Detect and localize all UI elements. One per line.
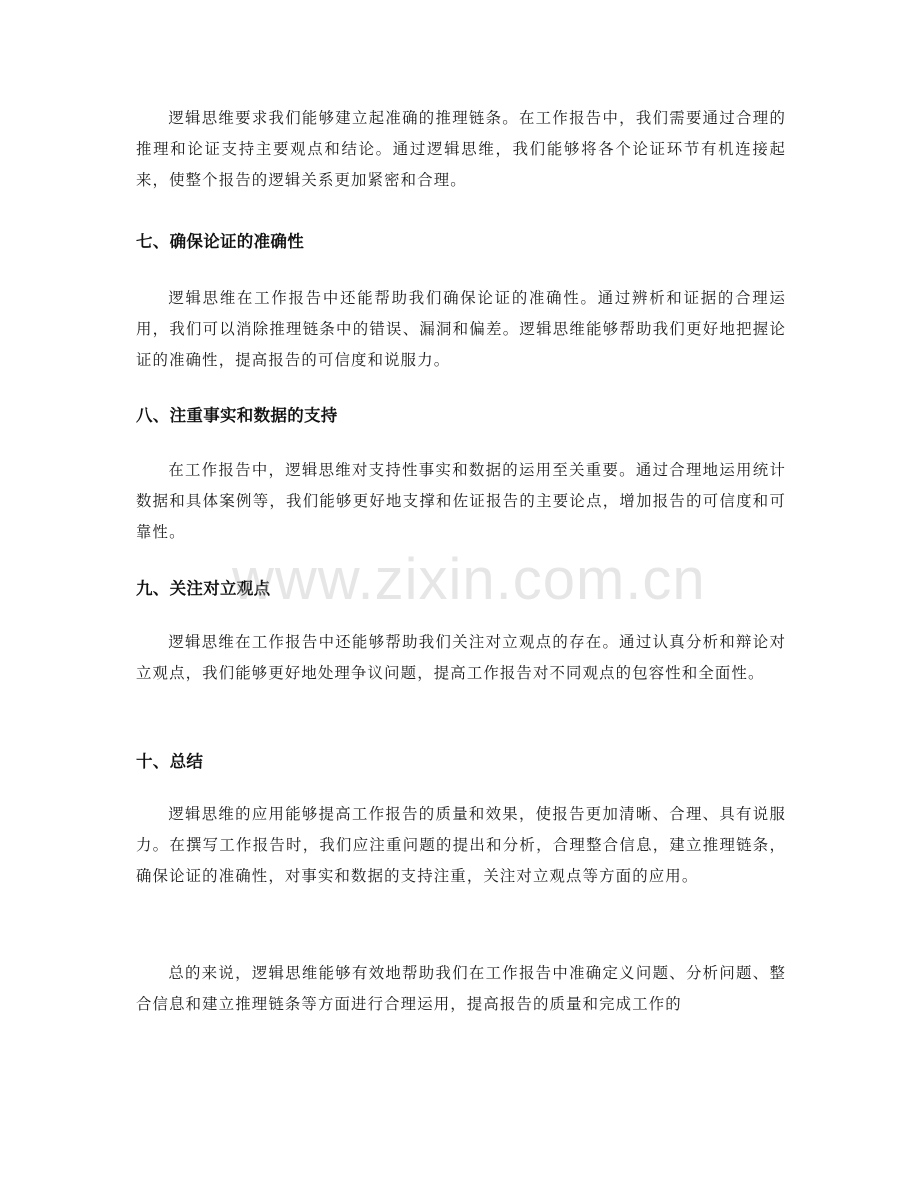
heading-section-7: 七、确保论证的准确性 <box>136 232 304 251</box>
heading-section-9: 九、关注对立观点 <box>136 579 271 598</box>
paragraph-opposing-views: 逻辑思维在工作报告中还能够帮助我们关注对立观点的存在。通过认真分析和辩论对立观点，我们能够更好地处理争议问题，提高工作报告对不同观点的包容性和全面性。 <box>136 633 786 682</box>
paragraph-summary: 逻辑思维的应用能够提高工作报告的质量和效果，使报告更加清晰、合理、具有说服力。在撰写工作报告时，我们应注重问题的提出和分析，合理整合信息，建立推理链条，确保论证的准确性，对事实和数据的支持注重，关注对立观点等方面的应用。 <box>136 805 786 885</box>
heading-section-8: 八、注重事实和数据的支持 <box>136 406 338 425</box>
watermark-logo: www.zixin.com.cn <box>232 547 706 612</box>
paragraph-facts-data: 在工作报告中，逻辑思维对支持性事实和数据的运用至关重要。通过合理地运用统计数据和具体案例等，我们能够更好地支撑和佐证报告的主要论点，增加报告的可信度和可靠性。 <box>136 461 786 541</box>
paragraph-argument-accuracy: 逻辑思维在工作报告中还能帮助我们确保论证的准确性。通过辨析和证据的合理运用，我们可以消除推理链条中的错误、漏洞和偏差。逻辑思维能够帮助我们更好地把握论证的准确性，提高报告的可信度和说服力。 <box>136 289 786 369</box>
paragraph-reasoning-chain: 逻辑思维要求我们能够建立起准确的推理链条。在工作报告中，我们需要通过合理的推理和论证支持主要观点和结论。通过逻辑思维，我们能够将各个论证环节有机连接起来，使整个报告的逻辑关系更加紧密和合理。 <box>136 109 786 189</box>
heading-section-10: 十、总结 <box>136 752 204 771</box>
paragraph-conclusion: 总的来说，逻辑思维能够有效地帮助我们在工作报告中准确定义问题、分析问题、整合信息和建立推理链条等方面进行合理运用，提高报告的质量和完成工作的 <box>136 964 786 1013</box>
